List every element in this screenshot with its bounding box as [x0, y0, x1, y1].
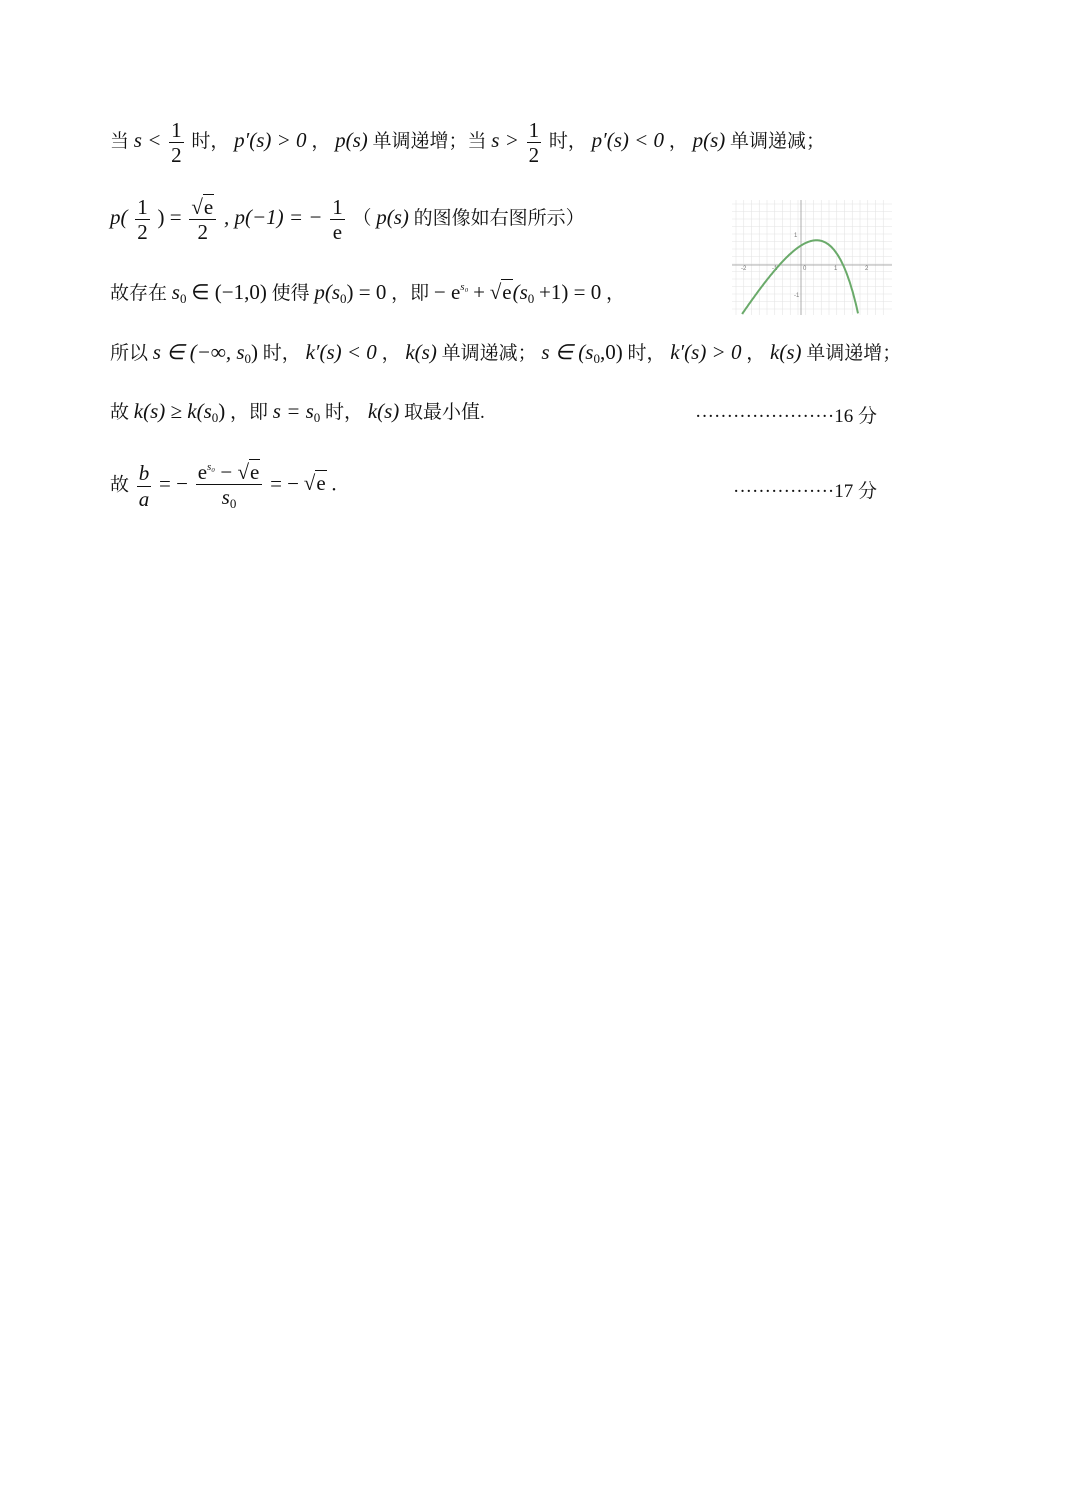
text: 故存在: [110, 283, 168, 304]
math: s ∈ (−∞, s: [152, 340, 245, 364]
fraction: [196, 460, 263, 512]
x-tick-labels: [741, 266, 869, 272]
subscript: 0: [244, 351, 252, 366]
text: 故: [110, 402, 130, 423]
superscript: s₀: [207, 461, 216, 473]
math: k(s) ≥ k(s: [133, 399, 212, 423]
numerator: b: [138, 461, 150, 486]
y-tick-label: -1: [794, 293, 800, 299]
numerator: 1: [171, 118, 182, 142]
subscript: 0: [229, 496, 237, 512]
line-3: [110, 282, 625, 305]
math: +1) = 0: [539, 280, 602, 304]
score-17: ················17 分: [733, 481, 877, 502]
subscript: 0: [593, 351, 600, 366]
math: s = s: [272, 399, 314, 423]
denominator: 2: [137, 220, 148, 245]
text: 单调递增；当: [372, 131, 487, 152]
text: 时，: [627, 343, 666, 364]
superscript: s₀: [460, 281, 469, 293]
text: ，即: [391, 283, 430, 304]
sqrt: √e: [191, 195, 214, 219]
text: 所以: [110, 343, 149, 364]
fraction: [330, 195, 345, 244]
math: k(s): [367, 399, 400, 423]
grid: [732, 200, 892, 315]
denominator: a: [138, 486, 150, 511]
math: ): [218, 399, 226, 423]
denominator: 2: [528, 143, 540, 168]
line-5: [110, 401, 485, 424]
text: 的图像如右图所示）: [413, 208, 585, 229]
subscript: 0: [179, 291, 187, 306]
numerator: 1: [137, 195, 148, 219]
math: p(s: [314, 280, 341, 304]
denominator: 2: [197, 220, 209, 245]
text: 使得: [271, 283, 310, 304]
math: ): [251, 340, 259, 364]
text: 当: [110, 131, 130, 152]
math: k′(s) < 0: [305, 340, 377, 364]
text: ，即: [230, 402, 269, 423]
text: ，: [746, 343, 766, 364]
text: 时，: [325, 402, 364, 423]
text: 单调递减；: [441, 343, 537, 364]
math: ∈ (−1,0): [191, 280, 267, 304]
x-tick-label: 2: [865, 266, 869, 272]
text: 时，: [548, 131, 587, 152]
math: +: [473, 280, 485, 304]
text: 故: [110, 474, 130, 496]
math: k(s): [405, 340, 437, 364]
fraction: [189, 195, 216, 244]
text: 单调递减；: [730, 131, 826, 152]
x-tick-label: -1: [772, 266, 778, 272]
math: s <: [133, 128, 162, 152]
math: −: [215, 460, 233, 484]
math: p′(s) > 0: [234, 128, 307, 152]
math: s: [171, 280, 180, 304]
denominator: e: [332, 220, 343, 245]
radicand: e: [502, 280, 512, 304]
x-tick-label: 0: [803, 266, 807, 272]
math: = −: [159, 471, 188, 496]
math: k(s): [770, 340, 802, 364]
sqrt: √e: [489, 280, 512, 304]
numerator: [196, 460, 263, 485]
math: .: [331, 471, 337, 496]
math: e: [197, 460, 208, 484]
denominator: 2: [171, 143, 182, 168]
line-6: [110, 460, 337, 512]
line-2: [110, 195, 585, 244]
fraction: [137, 461, 152, 510]
math: s: [221, 485, 230, 510]
y-tick-label: 1: [794, 233, 798, 239]
subscript: 0: [313, 410, 321, 425]
score-16: ······················16 分: [695, 406, 877, 427]
math: ) = 0: [346, 280, 387, 304]
math: , p(−1) = −: [223, 205, 323, 229]
math: = −: [270, 471, 300, 496]
text: 时，: [191, 131, 230, 152]
denominator: [196, 485, 263, 512]
math: (s: [512, 280, 528, 304]
text: （: [352, 208, 372, 229]
math: p(s): [376, 205, 409, 229]
sqrt: √e: [303, 471, 326, 496]
text: ，: [311, 131, 331, 152]
numerator: [189, 195, 216, 220]
subscript: 0: [211, 410, 219, 425]
fraction: [169, 118, 184, 167]
subscript: 0: [527, 291, 535, 306]
numerator: 1: [332, 195, 343, 219]
text: ，: [668, 131, 688, 152]
math: ,0): [599, 340, 623, 364]
math: ) =: [157, 205, 182, 229]
text: 取最小值.: [404, 402, 485, 423]
radicand: e: [203, 195, 214, 219]
math: p(s): [692, 128, 726, 152]
x-tick-label: 1: [834, 266, 838, 272]
fraction: [135, 195, 150, 244]
math: p(s): [335, 128, 368, 152]
math: s >: [491, 128, 519, 152]
math: k′(s) > 0: [670, 340, 742, 364]
y-tick-labels: [794, 233, 800, 299]
text: 单调递增；: [806, 343, 902, 364]
numerator: 1: [528, 118, 540, 142]
math: p′(s) < 0: [591, 128, 665, 152]
text: ，: [381, 343, 401, 364]
text: ，: [605, 283, 625, 304]
math: − e: [433, 280, 461, 304]
function-graph: [732, 200, 892, 315]
line-1: [110, 118, 825, 167]
sqrt: √e: [237, 460, 260, 484]
subscript: 0: [340, 291, 347, 306]
text: 时，: [262, 343, 301, 364]
math: p(: [110, 205, 128, 229]
radicand: e: [250, 460, 260, 484]
radicand: e: [316, 471, 326, 496]
line-4: [110, 342, 901, 365]
math: s ∈ (s: [541, 340, 594, 364]
x-tick-label: -2: [741, 266, 747, 272]
fraction: [527, 118, 542, 167]
